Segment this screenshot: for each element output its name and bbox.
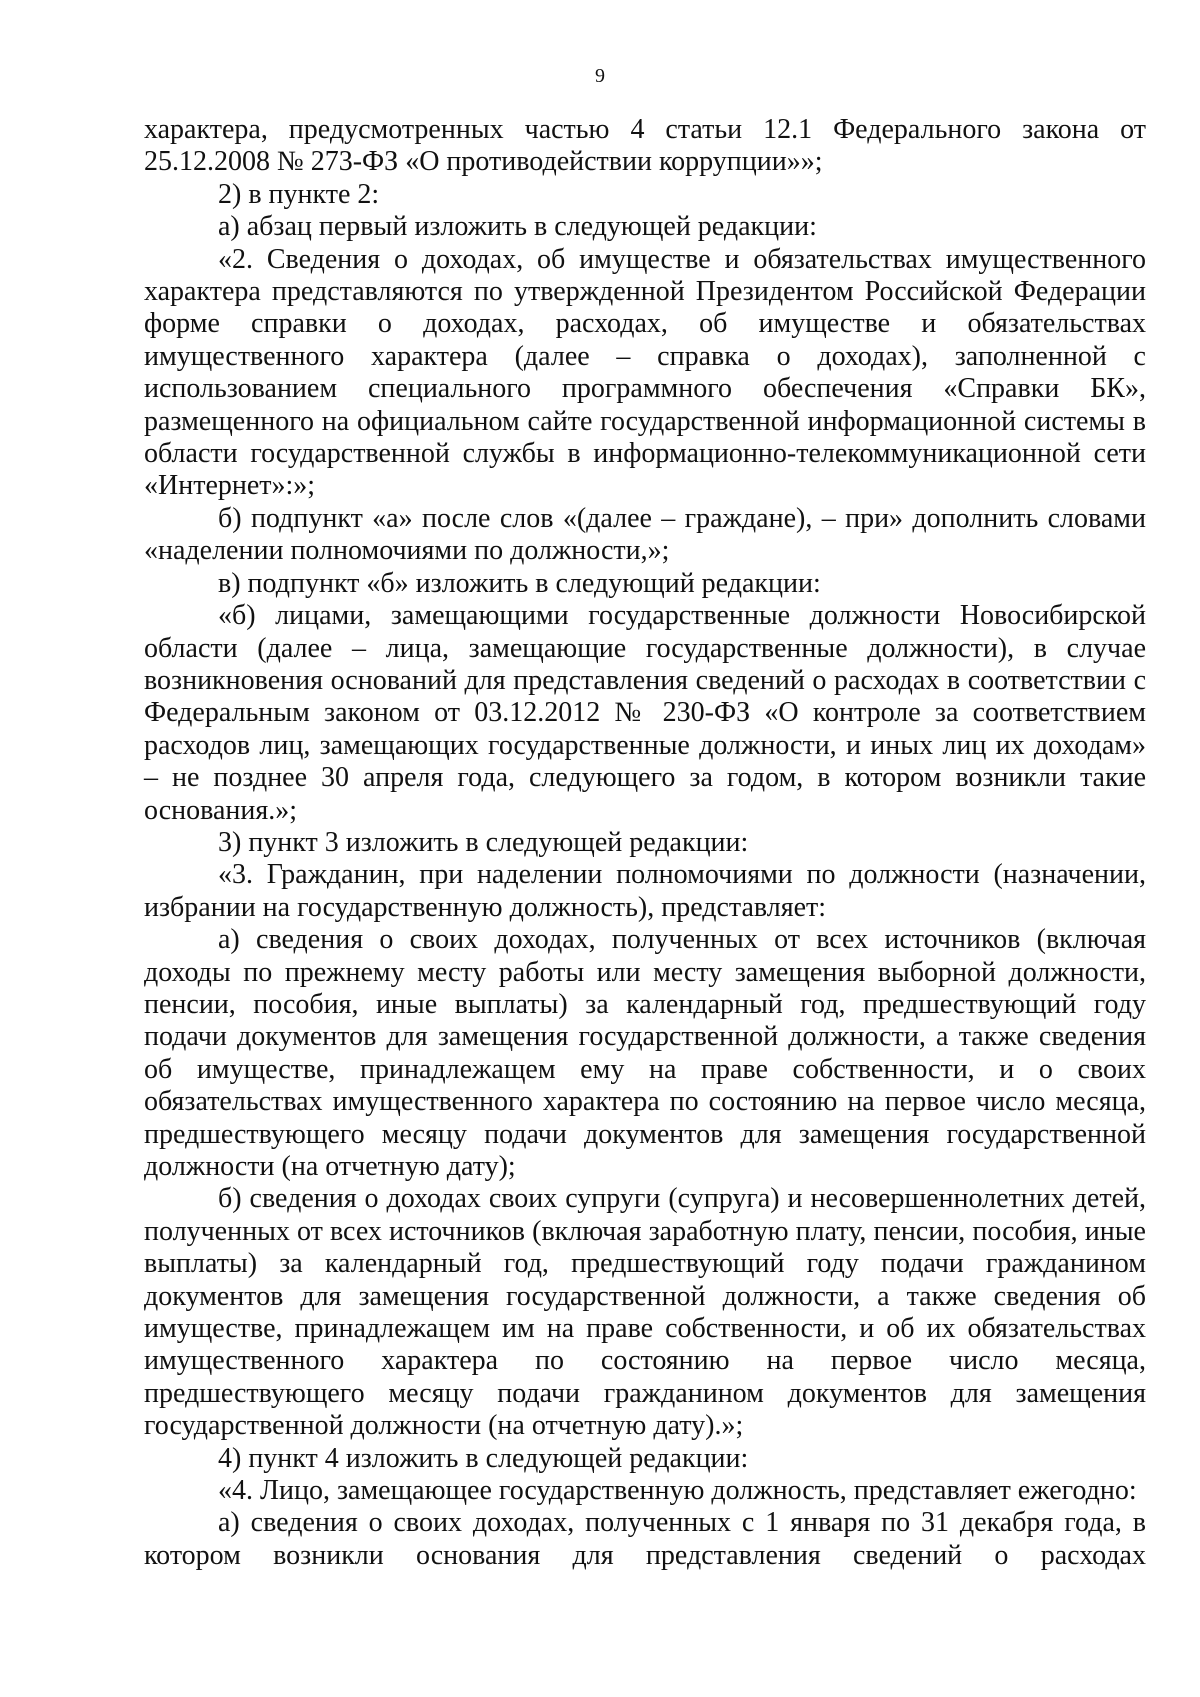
paragraph: а) абзац первый изложить в следующей редакции: [218, 211, 817, 243]
paragraph: б) сведения о доходах своих супруги (супруга) и несовершеннолетних детей, полученных от всех источников (включая заработную плату, пенсии, пособия, иные выплаты) за календарный год, предшествующий году подачи гражданином документов для замещения государственной должности, а также сведения об имуществе, принадлежащем им на праве собственности, и об их обязательствах имущественного характера по состоянию на первое число месяца, предшествующего месяцу подачи гражданином документов для замещения государственной должности (на отчетную дату).»; [144, 1183, 1146, 1442]
paragraph: 2) в пункте 2: [218, 178, 380, 210]
paragraph: «б) лицами, замещающими государственные должности Новосибирской области (далее – лица, замещающие государственные должности), в случае возникновения оснований для представления сведений о расходах в соответствии с Федеральным законом от 03.12.2012 № 230-ФЗ «О контроле за соответствием расходов лиц, замещающих государственные должности, и иных лиц их доходам» – не позднее 30 апреля года, следующего за годом, в котором возникли такие основания.»; [144, 600, 1146, 826]
document-body [144, 114, 1146, 1572]
paragraph: а) сведения о своих доходах, полученных от всех источников (включая доходы по прежнему месту работы или месту замещения выборной должности, пенсии, пособия, иные выплаты) за календарный год, предшествующий году подачи документов для замещения государственной должности, а также сведения об имуществе, принадлежащем ему на праве собственности, и о своих обязательствах имущественного характера по состоянию на первое число месяца, предшествующего месяцу подачи документов для замещения государственной должности (на отчетную дату); [144, 924, 1146, 1182]
paragraph: «3. Гражданин, при наделении полномочиями по должности (назначении, избрании на государственную должность), представляет: [144, 859, 1146, 923]
paragraph: 4) пункт 4 изложить в следующей редакции: [218, 1442, 749, 1474]
paragraph: в) подпункт «б» изложить в следующий редакции: [218, 567, 821, 599]
page-number: 9 [595, 65, 605, 87]
paragraph: 3) пункт 3 изложить в следующей редакции: [218, 826, 749, 858]
paragraph: «4. Лицо, замещающее государственную должность, представляет ежегодно: [218, 1475, 1137, 1507]
paragraph: а) сведения о своих доходах, полученных с 1 января по 31 декабря года, в котором возникли основания для представления сведений о расходах [144, 1507, 1146, 1571]
paragraph: «2. Сведения о доходах, об имуществе и обязательствах имущественного характера представляются по утвержденной Президентом Российской Федерации форме справки о доходах, расходах, об имуществе и обязательствах имущественного характера (далее – справка о доходах), заполненной с использованием специального программного обеспечения «Справки БК», размещенного на официальном сайте государственной информационной системы в области государственной службы в информационно-телекоммуникационной сети «Интернет»:»; [144, 243, 1146, 502]
paragraph: характера, предусмотренных частью 4 статьи 12.1 Федерального закона от 25.12.2008 № 273-ФЗ «О противодействии коррупции»»; [144, 114, 1146, 178]
paragraph: б) подпункт «а» после слов «(далее – граждане), – при» дополнить словами «наделении полномочиями по должности,»; [144, 502, 1146, 567]
